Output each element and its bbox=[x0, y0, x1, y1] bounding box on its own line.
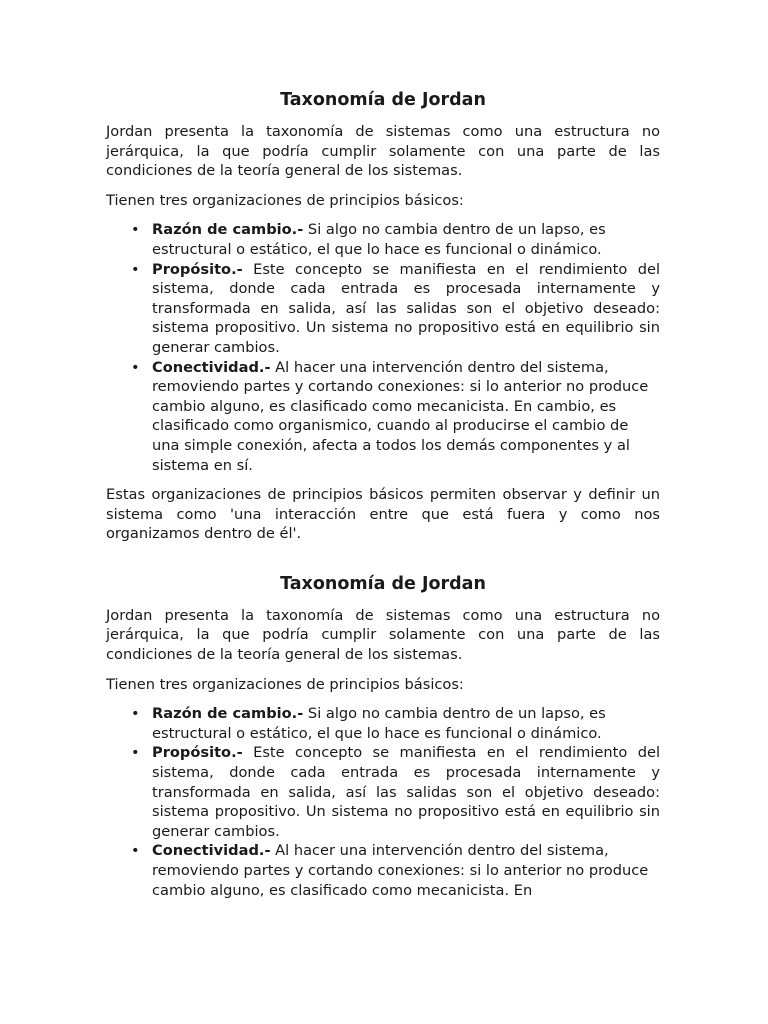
intro-paragraph: Jordan presenta la taxonomía de sistemas como una estructura no jerárquica, la que podría cumplir solamente con una parte de las condiciones de la teoría general de los sistemas. bbox=[106, 606, 660, 664]
item-term: Razón de cambio.- bbox=[152, 221, 304, 239]
item-text: Este concepto se manifiesta en el rendimiento del sistema, donde cada entrada es procesada internamente y transformada en salida, así las salidas son el objetivo deseado: sistema propositivo. Un sistema no propositivo está en equilibrio sin generar cambios. bbox=[152, 260, 660, 356]
item-term: Conectividad.- bbox=[152, 358, 271, 376]
list-item-proposito bbox=[131, 260, 660, 358]
list-item-proposito bbox=[131, 743, 660, 841]
item-term: Conectividad.- bbox=[152, 842, 271, 860]
lead-paragraph: Tienen tres organizaciones de principios básicos: bbox=[106, 675, 464, 693]
bullet-icon: • bbox=[131, 744, 140, 762]
item-text: Si algo no cambia dentro de un lapso, es estructural o estático, el que lo hace es funcional o dinámico. bbox=[152, 705, 606, 742]
section-2 bbox=[106, 572, 660, 900]
item-text: Si algo no cambia dentro de un lapso, es estructural o estático, el que lo hace es funcional o dinámico. bbox=[152, 221, 606, 258]
closing-paragraph: Estas organizaciones de principios básicos permiten observar y definir un sistema como 'una interacción entre que está fuera y como nos organizamos dentro de él'. bbox=[106, 486, 660, 543]
intro-paragraph: Jordan presenta la taxonomía de sistemas como una estructura no jerárquica, la que podría cumplir solamente con una parte de las condiciones de la teoría general de los sistemas. bbox=[106, 123, 660, 180]
bullet-icon: • bbox=[131, 358, 140, 376]
list-item-conectividad bbox=[131, 841, 660, 900]
item-text: Este concepto se manifiesta en el rendimiento del sistema, donde cada entrada es procesada internamente y transformada en salida, así las salidas son el objetivo deseado: sistema propositivo. Un sistema no propositivo está en equilibrio sin generar cambios. bbox=[152, 744, 660, 840]
item-text: Al hacer una intervención dentro del sistema, removiendo partes y cortando conexiones: si lo anterior no produce cambio alguno, es clasificado como mecanicista. En cambio, es clasificado como organismico, cuando al producirse el cambio de una simple conexión, afecta a todos los demás componentes y al sistema en sí. bbox=[152, 358, 649, 474]
section-title: Taxonomía de Jordan bbox=[280, 573, 486, 594]
lead-paragraph: Tienen tres organizaciones de principios básicos: bbox=[106, 191, 464, 209]
bullet-icon: • bbox=[131, 842, 140, 860]
list-item-razon bbox=[131, 704, 660, 743]
item-term: Propósito.- bbox=[152, 744, 243, 762]
item-term: Propósito.- bbox=[152, 260, 243, 278]
section-1 bbox=[106, 88, 660, 544]
principles-list bbox=[106, 704, 660, 900]
item-text: Al hacer una intervención dentro del sistema, removiendo partes y cortando conexiones: si lo anterior no produce cambio alguno, es clasificado como mecanicista. En bbox=[152, 842, 649, 899]
bullet-icon: • bbox=[131, 221, 140, 239]
bullet-icon: • bbox=[131, 260, 140, 278]
list-item-conectividad bbox=[131, 358, 660, 476]
section-title: Taxonomía de Jordan bbox=[280, 90, 486, 110]
bullet-icon: • bbox=[131, 705, 140, 723]
list-item-razon bbox=[131, 220, 660, 259]
principles-list bbox=[106, 220, 660, 475]
item-term: Razón de cambio.- bbox=[152, 705, 304, 723]
